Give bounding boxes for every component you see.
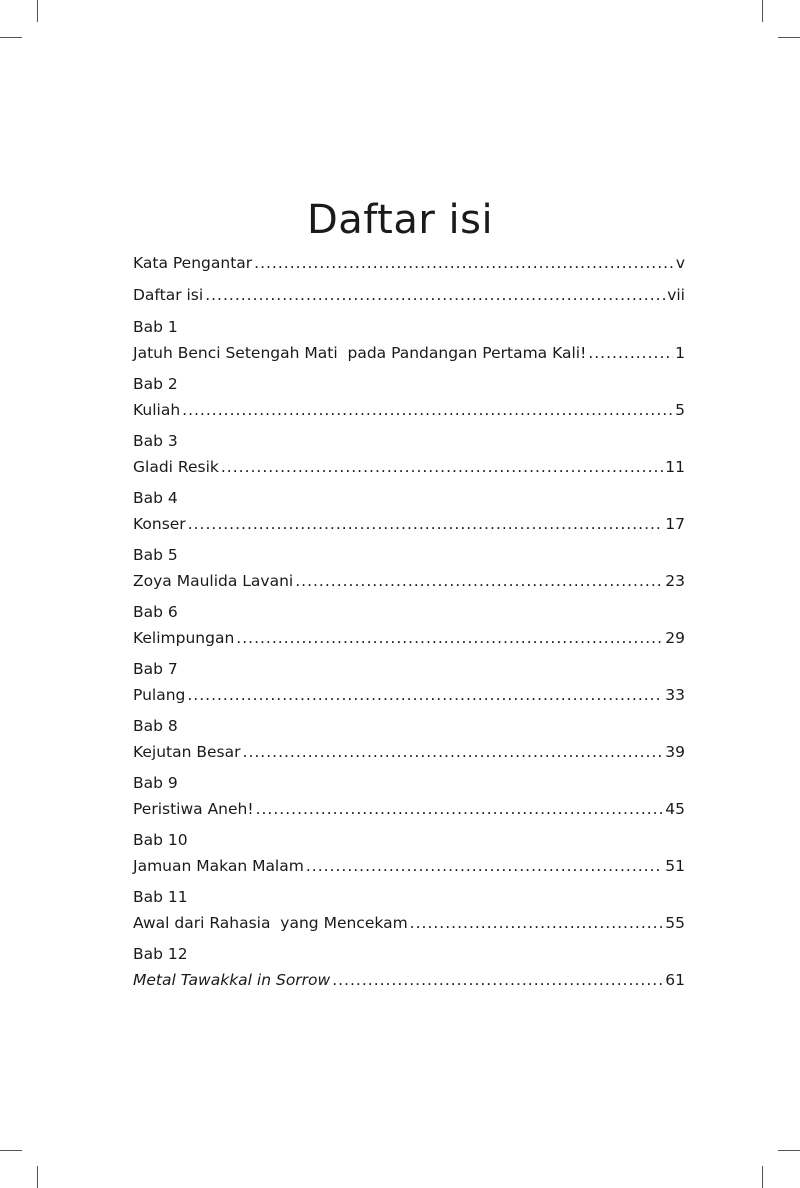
- chapter-label: Bab 11: [133, 888, 188, 906]
- toc-entry-daftar-isi[interactable]: [133, 282, 685, 308]
- chapter-page: 23: [665, 572, 685, 590]
- dot-leader: [256, 796, 664, 822]
- chapter-page: 1: [675, 344, 685, 362]
- table-of-contents: [133, 250, 685, 998]
- dot-leader: [221, 454, 663, 480]
- chapter-title: Gladi Resik: [133, 458, 219, 476]
- chapter-label: Bab 6: [133, 603, 178, 621]
- crop-mark-top-right-vertical: [762, 0, 763, 22]
- chapter-label: Bab 1: [133, 318, 178, 336]
- dot-leader: [410, 910, 664, 936]
- toc-entry-bab-7[interactable]: [133, 656, 685, 708]
- dot-leader: [236, 625, 663, 651]
- crop-mark-top-left-vertical: [37, 0, 38, 22]
- chapter-label: Bab 7: [133, 660, 178, 678]
- crop-mark-top-right-horizontal: [778, 37, 800, 38]
- dot-leader: [188, 511, 664, 537]
- chapter-title: Zoya Maulida Lavani: [133, 572, 294, 590]
- chapter-page: 29: [665, 629, 685, 647]
- dot-leader: [588, 340, 673, 366]
- toc-entry-bab-8[interactable]: [133, 713, 685, 765]
- toc-entry-bab-9[interactable]: [133, 770, 685, 822]
- toc-entry-page: v: [675, 254, 685, 272]
- toc-entry-bab-6[interactable]: [133, 599, 685, 651]
- toc-entry-title: Daftar isi: [133, 286, 204, 304]
- page-title: Daftar isi: [306, 196, 494, 243]
- toc-entry-bab-11[interactable]: [133, 884, 685, 936]
- chapter-label: Bab 3: [133, 432, 178, 450]
- toc-entry-title: Kata Pengantar: [133, 254, 253, 272]
- dot-leader: [182, 397, 673, 423]
- toc-entry-bab-2[interactable]: [133, 371, 685, 423]
- dot-leader: [243, 739, 664, 765]
- dot-leader: [295, 568, 663, 594]
- chapter-title: Konser: [133, 515, 186, 533]
- toc-entry-bab-5[interactable]: [133, 542, 685, 594]
- chapter-page: 55: [665, 914, 685, 932]
- chapter-label: Bab 8: [133, 717, 178, 735]
- dot-leader: [187, 682, 663, 708]
- crop-mark-bottom-right-horizontal: [778, 1150, 800, 1151]
- toc-entry-bab-4[interactable]: [133, 485, 685, 537]
- chapter-title: Awal dari Rahasia yang Mencekam: [133, 914, 408, 932]
- dot-leader: [205, 282, 665, 308]
- chapter-page: 17: [665, 515, 685, 533]
- toc-entry-page: vii: [667, 286, 685, 304]
- chapter-page: 33: [665, 686, 685, 704]
- toc-entry-kata-pengantar[interactable]: [133, 250, 685, 276]
- chapter-page: 45: [665, 800, 685, 818]
- chapter-title: Peristiwa Aneh!: [133, 800, 254, 818]
- chapter-page: 61: [665, 971, 685, 989]
- chapter-label: Bab 12: [133, 945, 188, 963]
- chapter-title: Pulang: [133, 686, 186, 704]
- crop-mark-bottom-right-vertical: [762, 1166, 763, 1188]
- chapter-label: Bab 10: [133, 831, 188, 849]
- chapter-label: Bab 4: [133, 489, 178, 507]
- dot-leader: [332, 967, 663, 993]
- toc-entry-bab-10[interactable]: [133, 827, 685, 879]
- dot-leader: [306, 853, 663, 879]
- chapter-label: Bab 5: [133, 546, 178, 564]
- toc-entry-bab-3[interactable]: [133, 428, 685, 480]
- chapter-title: Kelimpungan: [133, 629, 235, 647]
- chapter-label: Bab 2: [133, 375, 178, 393]
- chapter-label: Bab 9: [133, 774, 178, 792]
- chapter-page: 11: [665, 458, 685, 476]
- toc-entry-bab-12[interactable]: [133, 941, 685, 993]
- chapter-page: 5: [675, 401, 685, 419]
- chapter-title: Kejutan Besar: [133, 743, 241, 761]
- chapter-page: 39: [665, 743, 685, 761]
- chapter-title: Jatuh Benci Setengah Mati pada Pandangan Pertama Kali!: [133, 344, 587, 362]
- chapter-title: Metal Tawakkal in Sorrow: [133, 971, 331, 989]
- chapter-page: 51: [665, 857, 685, 875]
- crop-mark-top-left-horizontal: [0, 37, 22, 38]
- crop-mark-bottom-left-horizontal: [0, 1150, 22, 1151]
- chapter-title: Jamuan Makan Malam: [133, 857, 304, 875]
- crop-mark-bottom-left-vertical: [37, 1166, 38, 1188]
- dot-leader: [254, 250, 674, 276]
- chapter-title: Kuliah: [133, 401, 181, 419]
- toc-entry-bab-1[interactable]: [133, 314, 685, 366]
